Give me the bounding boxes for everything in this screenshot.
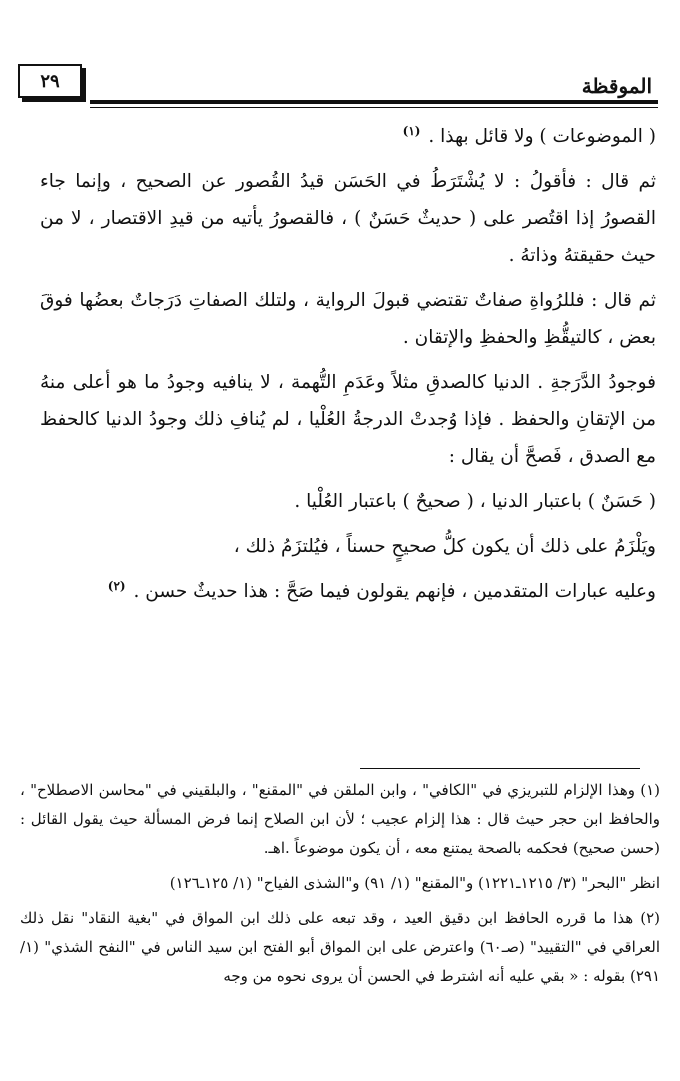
footnote: (٢) هذا ما قرره الحافظ ابن دقيق العيد ، وقد تبعه على ذلك ابن المواق في "بغية النقاد" نقل ذلك العراقي في "التقييد" (صـ٦٠) واعترض على ابن المواق أبو الفتح ابن سيد الناس في "النفح الشذي" (١/ ٢٩١) بقوله : « بقي عليه أنه اشترط في الحسن أن يروى نحوه من وجه xyxy=(20,909,660,985)
footnote-separator xyxy=(360,768,640,769)
paragraph: فوجودُ الدَّرَجةِ . الدنيا كالصدقِ مثلاً وعَدَمِ التُّهمة ، لا ينافيه وجودُ ما هو أعلى منهُ من الإتقانِ والحفظ . فإذا وُجدتْ الدرجةُ العُلْيا ، لم يُنافِ ذلك وجودُ الدنيا كالحفظ مع الصدق ، فَصحَّ أن يقال : xyxy=(40,372,656,467)
footnote-ref: (٢) xyxy=(107,578,126,593)
footnote: انظر "البحر" (٣/ ١٢١٥ـ١٢٢١) و"المقنع" (١/ ٩١) و"الشذى الفياح" (١/ ١٢٥ـ١٢٦) xyxy=(169,874,660,892)
paragraph: ( حَسَنٌ ) باعتبار الدنيا ، ( صحيحٌ ) باعتبار العُلْيا . xyxy=(294,491,656,512)
paragraph: وعليه عبارات المتقدمين ، فإنهم يقولون فيما صَحَّ : هذا حديثٌ حسن . $^{(٢)}$ xyxy=(107,578,656,602)
header-rule xyxy=(90,100,658,104)
running-title: الموقظة xyxy=(581,74,652,98)
footnotes xyxy=(20,776,660,997)
page-header xyxy=(18,60,658,110)
footnote: (١) وهذا الإلزام للتبريزي في "الكافي" ، وابن الملقن في "المقنع" ، والبلقيني في "محاسن الاصطلاح" ، والحافظ ابن حجر حيث قال : هذا إلزام عجيب ؛ لأن ابن الصلاح إنما فرض المسألة حيث يقول القائل : (حسن صحيح) فحكمه بالصحة يمتنع معه ، أن يكون موضوعاً .اهـ. xyxy=(20,781,661,857)
header-rule-thin xyxy=(90,107,658,108)
page-number: ٢٩ xyxy=(18,64,82,98)
main-text xyxy=(40,118,656,618)
paragraph: ثم قال : فللرُواةِ صفاتٌ تقتضي قبولَ الرواية ، ولتلك الصفاتِ دَرَجاتٌ بعضُها فوقَ بعض ، كالتيقُّظِ والحفظِ والإتقان . xyxy=(40,290,656,348)
paragraph: ثم قال : فأقولُ : لا يُشْتَرَطُ في الحَسَن قيدُ القُصور عن الصحيح ، وإنما جاء القصورُ إذا اقتُصر على ( حديثٌ حَسَنٌ ) ، فالقصورُ يأتيه من قيدِ الاقتصار ، لا من حيث حقيقتهُ وذاتهُ . xyxy=(40,171,656,266)
footnote-ref: (١) xyxy=(402,123,421,138)
paragraph: ( الموضوعات ) ولا قائل بهذا . $^{(١)}$ xyxy=(402,123,656,147)
paragraph: ويَلْزَمُ على ذلك أن يكون كلُّ صحيحٍ حسناً ، فيُلتزَمُ ذلك ، xyxy=(233,536,656,557)
